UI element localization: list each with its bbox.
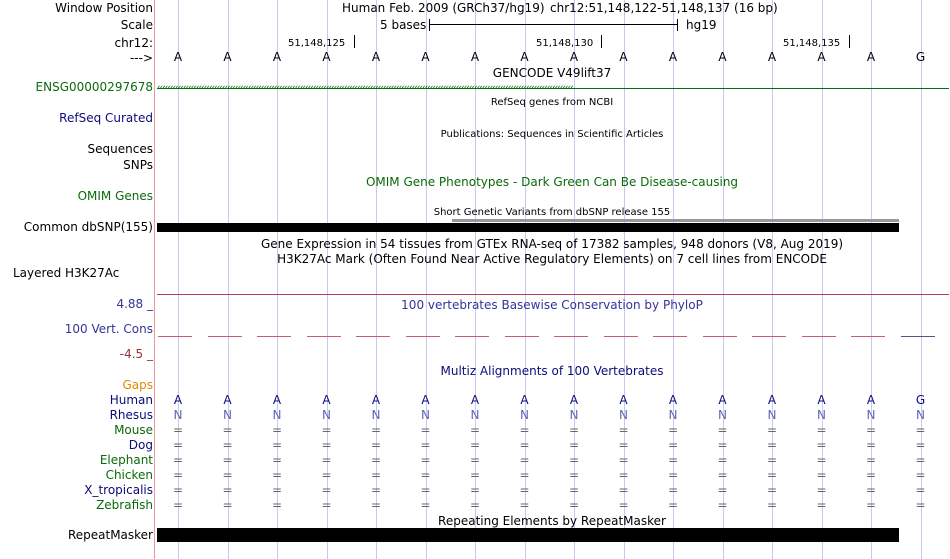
h3k27ac-track-title[interactable]: H3K27Ac Mark (Often Found Near Active Regulatory Elements) on 7 cell lines from ENCODE [277,252,827,266]
refseq-curated-label[interactable]: RefSeq Curated [59,111,153,125]
base-letter: A [668,50,678,64]
alignment-base: N [569,408,579,422]
alignment-base: = [568,468,580,482]
alignment-base: = [865,453,877,467]
alignment-base: = [766,453,778,467]
common-dbsnp-label[interactable]: Common dbSNP(155) [23,220,153,234]
phylop-score-mark [455,336,489,337]
alignment-base: = [321,468,332,482]
omim-genes-label[interactable]: OMIM Genes [77,189,153,203]
phylop-score-mark [257,336,291,337]
alignment-base: = [717,438,728,452]
alignment-base: A [767,393,777,407]
scale-bar [429,24,677,25]
alignment-base: N [668,408,678,422]
base-letter: A [817,50,826,64]
base-letter: A [767,50,777,64]
alignment-base: N [866,408,876,422]
phylop-score-mark [802,336,836,337]
phylop-score-mark [703,336,737,337]
scale-text: 5 bases [380,18,427,32]
alignment-base: = [469,438,481,452]
alignment-base: = [271,483,283,497]
alignment-base: = [766,438,778,452]
alignment-base: = [519,438,530,452]
ruler-label-1: 51,148,125 [288,38,346,49]
alignment-base: = [915,468,926,482]
repeatmasker-label[interactable]: RepeatMasker [67,528,153,542]
alignment-base: = [667,438,679,452]
alignment-base: = [321,483,332,497]
alignment-base: A [272,393,282,407]
alignment-base: = [816,423,827,437]
phylop-score-mark [208,336,242,337]
phylop-score-mark [604,336,638,337]
species-label[interactable]: Rhesus [109,408,153,422]
alignment-base: = [519,423,530,437]
chrom-label: chr12: [114,36,153,50]
base-letter: A [272,50,282,64]
alignment-base: A [668,393,678,407]
layered-h3k27ac-label[interactable]: Layered H3K27Ac [13,266,120,280]
alignment-base: = [568,438,580,452]
alignment-base: = [271,453,283,467]
phylop-score-mark [851,336,885,337]
scale-bar-right-tick [677,19,678,31]
phylop-score-mark [505,336,539,337]
scale-label: Scale [120,18,153,32]
ruler-label-2: 51,148,130 [536,38,594,49]
alignment-base: = [618,498,629,512]
alignment-base: = [568,423,580,437]
alignment-base: = [915,423,926,437]
repeatmasker-element[interactable] [157,528,899,542]
alignment-base: = [420,468,431,482]
alignment-base: = [717,468,728,482]
alignment-base: N [470,408,480,422]
alignment-base: A [371,393,381,407]
alignment-base: = [469,483,481,497]
alignment-base: = [420,423,431,437]
dbsnp-track-title[interactable]: Short Genetic Variants from dbSNP release 155 [433,207,671,218]
alignment-base: = [420,483,431,497]
alignment-base: = [915,453,926,467]
alignment-base: N [520,408,529,422]
alignment-base: N [718,408,727,422]
alignment-base: N [272,408,282,422]
base-letter: A [223,50,232,64]
alignment-base: = [667,423,679,437]
alignment-base: = [519,483,530,497]
alignment-base: = [519,453,530,467]
alignment-base: = [816,468,827,482]
species-label[interactable]: Dog [128,438,153,452]
alignment-base: = [766,468,778,482]
base-letter: A [322,50,331,64]
alignment-base: N [173,408,183,422]
alignment-base: = [222,468,233,482]
alignment-base: N [421,408,430,422]
alignment-base: = [420,498,431,512]
alignment-base: = [618,438,629,452]
alignment-base: = [271,498,283,512]
alignment-base: = [469,498,481,512]
alignment-base: = [321,498,332,512]
alignment-base: = [420,438,431,452]
gaps-label[interactable]: Gaps [122,378,153,392]
alignment-base: = [568,453,580,467]
alignment-base: = [667,483,679,497]
alignment-base: A [619,393,628,407]
phylop-score-mark [158,336,192,337]
sequences-label[interactable]: Sequences [87,142,153,156]
alignment-base: = [717,423,728,437]
alignment-base: = [519,468,530,482]
species-label[interactable]: Elephant [99,453,153,467]
alignment-base: N [916,408,925,422]
base-letter: A [421,50,430,64]
alignment-base: = [766,423,778,437]
ruler-tick-3 [849,35,850,48]
base-letter: A [569,50,579,64]
alignment-base: = [222,483,233,497]
alignment-base: A [817,393,826,407]
species-label[interactable]: Human [109,393,153,407]
alignment-base: N [817,408,826,422]
phylop-score-mark [554,336,588,337]
alignment-base: = [717,498,728,512]
alignment-base: = [766,483,778,497]
base-letter: A [520,50,529,64]
alignment-base: = [618,423,629,437]
omim-track-title[interactable]: OMIM Gene Phenotypes - Dark Green Can Be Disease-causing [365,175,739,189]
alignment-base: = [172,483,184,497]
alignment-base: = [172,423,184,437]
species-label[interactable]: Chicken [105,468,153,482]
alignment-base: N [767,408,777,422]
alignment-base: = [519,498,530,512]
alignment-base: = [321,423,332,437]
alignment-base: = [222,423,233,437]
alignment-base: = [915,498,926,512]
alignment-base: N [322,408,331,422]
alignment-base: A [569,393,579,407]
alignment-base: = [816,438,827,452]
base-letter: A [619,50,628,64]
ruler-tick-1 [354,35,355,48]
alignment-base: = [865,468,877,482]
alignment-base: = [321,453,332,467]
refseq-track-title[interactable]: RefSeq genes from NCBI [490,97,614,108]
alignment-base: = [172,438,184,452]
alignment-base: = [667,453,679,467]
alignment-base: = [469,468,481,482]
alignment-base: A [223,393,232,407]
alignment-base: = [172,498,184,512]
alignment-base: = [618,483,629,497]
alignment-base: A [470,393,480,407]
alignment-base: = [370,453,382,467]
dbsnp-variant-bar[interactable] [157,223,899,232]
alignment-base: N [371,408,381,422]
base-letter: A [173,50,183,64]
alignment-base: = [370,483,382,497]
conservation-max-label: 4.88 _ [116,297,153,311]
db-name: hg19 [686,18,717,32]
gene-strand-line[interactable] [157,82,949,94]
alignment-base: = [370,423,382,437]
track-left-border [154,0,155,559]
alignment-base: = [321,438,332,452]
vert-cons-label[interactable]: 100 Vert. Cons [64,322,153,336]
alignment-base: = [816,483,827,497]
phylop-score-mark [653,336,687,337]
alignment-base: = [816,498,827,512]
dbsnp-variant-bar-grey[interactable] [452,219,899,222]
alignment-base: = [222,438,233,452]
base-letter: A [718,50,727,64]
base-letter: A [371,50,381,64]
h3k27ac-signal-line [157,294,949,295]
assembly-name: Human Feb. 2009 (GRCh37/hg19) [342,1,545,15]
alignment-base: N [223,408,232,422]
alignment-base: = [271,423,283,437]
strand-arrow-glyphs: ‹‹‹‹‹‹‹‹‹‹‹‹‹‹‹‹‹‹‹‹‹‹‹‹‹‹‹‹‹‹‹‹‹‹‹‹‹‹‹‹‹‹‹‹‹‹‹‹‹‹‹‹‹‹‹‹‹‹‹‹‹‹‹‹‹‹‹‹‹‹‹‹‹‹‹‹‹‹‹‹‹‹‹‹‹‹‹‹‹‹‹‹‹‹‹‹‹‹‹‹‹‹‹‹‹‹‹‹‹‹‹‹‹‹‹‹‹‹‹‹‹‹‹‹‹‹‹‹‹‹‹‹‹‹‹‹‹‹‹‹‹‹‹‹‹‹‹‹‹‹‹‹‹‹‹‹‹‹‹‹ [157,83,573,93]
alignment-base: A [520,393,529,407]
alignment-base: A [421,393,430,407]
scale-bar-left-tick [429,19,430,31]
alignment-base: = [816,453,827,467]
phylop-score-mark [406,336,440,337]
species-label[interactable]: Zebrafish [96,498,153,512]
gtex-track-title[interactable]: Gene Expression in 54 tissues from GTEx RNA-seq of 17382 samples, 948 donors (V8, Aug 2019) [260,237,844,251]
window-position-label: Window Position [55,1,153,15]
phylop-score-mark [356,336,390,337]
alignment-base: A [718,393,727,407]
base-letter: A [470,50,480,64]
alignment-base: = [865,483,877,497]
multiz-track-title[interactable]: Multiz Alignments of 100 Vertebrates [440,364,664,378]
alignment-base: = [915,438,926,452]
phylop-score-mark [752,336,786,337]
alignment-base: = [271,468,283,482]
conservation-min-label: -4.5 _ [119,347,153,361]
base-letter: G [915,50,926,64]
alignment-base: = [172,468,184,482]
alignment-base: A [173,393,183,407]
base-letter: A [866,50,876,64]
alignment-base: = [271,438,283,452]
repeatmasker-track-title[interactable]: Repeating Elements by RepeatMasker [438,514,666,528]
alignment-base: = [766,498,778,512]
alignment-base: G [915,393,926,407]
alignment-base: = [172,453,184,467]
alignment-base: = [568,498,580,512]
snps-label[interactable]: SNPs [123,158,153,172]
gene-track-label[interactable]: ENSG00000297678 [35,80,153,94]
ruler-tick-2 [601,35,602,48]
alignment-base: = [618,453,629,467]
alignment-base: = [618,468,629,482]
alignment-base: N [619,408,628,422]
publications-track-title[interactable]: Publications: Sequences in Scientific Articles [440,129,664,140]
species-label[interactable]: Mouse [114,423,153,437]
strand-arrow-label: ---> [129,51,153,65]
alignment-base: = [370,438,382,452]
alignment-base: = [667,468,679,482]
phylop-score-mark [307,336,341,337]
alignment-base: = [865,438,877,452]
alignment-base: = [469,453,481,467]
alignment-base: = [915,483,926,497]
alignment-base: = [420,453,431,467]
gencode-track-title[interactable]: GENCODE V49lift37 [492,66,612,80]
alignment-base: = [469,423,481,437]
alignment-base: = [370,468,382,482]
alignment-base: A [322,393,331,407]
phylop-score-mark [901,336,935,337]
alignment-base: A [866,393,876,407]
alignment-base: = [568,483,580,497]
ruler-label-3: 51,148,135 [783,38,841,49]
alignment-base: = [222,498,233,512]
alignment-base: = [865,423,877,437]
phylop-track-title[interactable]: 100 vertebrates Basewise Conservation by PhyloP [401,298,703,312]
alignment-base: = [222,453,233,467]
alignment-base: = [370,498,382,512]
alignment-base: = [865,498,877,512]
species-label[interactable]: X_tropicalis [84,483,153,497]
position-readout: chr12:51,148,122-51,148,137 (16 bp) [550,1,778,15]
alignment-base: = [717,453,728,467]
alignment-base: = [667,498,679,512]
alignment-base: = [717,483,728,497]
